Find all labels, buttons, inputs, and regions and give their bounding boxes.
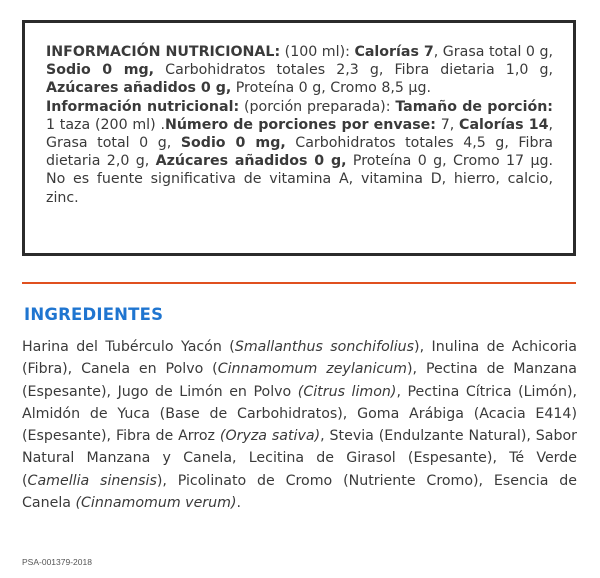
calories-value: Calorías 7: [354, 44, 434, 60]
sodium-value: Sodio 0 mg,: [46, 62, 155, 79]
ingredients-heading: INGREDIENTES: [24, 305, 164, 324]
servings-per-container-label: Número de porciones por envase:: [164, 116, 436, 133]
nutrition-per-100ml: INFORMACIÓN NUTRICIONAL: (100 ml): Calorías 7, Grasa total 0 g, Sodio 0 mg, Carbohidratos totales 2,3 g, Fibra dietaria 1,0 g, Azúcares añadidos 0 g, Proteína 0 g, Cromo 8,5 µg.: [46, 44, 553, 97]
nutrition-per-serving: Información nutricional: (porción preparada): Tamaño de porción: 1 taza (200 ml) .Número de porciones por envase: 7, Calorías 14, Grasa total 0 g, Sodio 0 mg, Carbohidratos totales 4,5 g, Fibra dietaria 2,0 g, Azúcares añadidos 0 g, Proteína 0 g, Cromo 17 µg. No es fuente significativa de vitamina A, vitamina D, hierro, calcio, zinc.: [46, 98, 554, 206]
serving-size-label: Tamaño de porción:: [395, 98, 553, 115]
nutrition-title: INFORMACIÓN NUTRICIONAL:: [46, 44, 281, 60]
calories-serving-value: Calorías 14: [459, 116, 549, 133]
nutrition-subtitle: Información nutricional:: [46, 98, 240, 115]
ingredients-list: Harina del Tubérculo Yacón (Smallanthus sonchifolius), Inulina de Achicoria (Fibra), Canela en Polvo (Cinnamomum zeylanicum), Pectina de Manzana (Espesante), Jugo de Limón en Polvo (Citrus limon), Pectina Cítrica (Limón), Almidón de Yuca (Base de Carbohidratos), Goma Arábiga (Acacia E414) (Espesante), Fibra de Arroz (Oryza sativa), Stevia (Endulzante Natural), Sabor Natural Manzana y Canela, Lecitina de Girasol (Espesante), Té Verde (Camellia sinensis), Picolinato de Cromo (Nutriente Cromo), Esencia de Canela (Cinnamomum verum).: [22, 339, 578, 512]
registration-code: PSA-001379-2018: [22, 557, 92, 567]
nutrition-facts-box: [22, 20, 576, 256]
added-sugars-value: Azúcares añadidos 0 g,: [46, 80, 232, 97]
section-divider: [22, 282, 576, 284]
added-sugars-serving-value: Azúcares añadidos 0 g,: [155, 153, 347, 170]
sodium-serving-value: Sodio 0 mg,: [180, 135, 286, 152]
